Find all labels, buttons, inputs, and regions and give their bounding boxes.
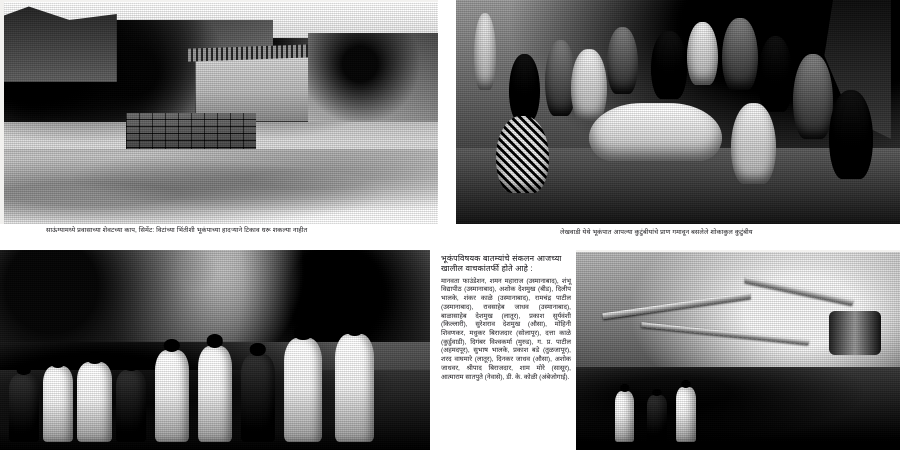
head [250,343,267,355]
text-column-body: मानवता फाउंडेशन, शमन महाराज (उस्मानाबाद), शंभू विद्यापीठ (उस्मानाबाद), अशोक देशमुख (बीड), दिलीप भालके, शंकर काळे (उस्मानाबाद), रामचंद्र पाटील (उस्मानाबाद), रावसाहेब जाधव (उस्मानाबाद), बाळासाहेब देशमुख (लातूर), प्रकाश सुर्यवंशी (किल्लारी), सुरेशराव देशमुख (औसा), मोहिनी शिवणकर, मधुकर बिराजदार (सोलापूर), दत्ता काळे (कुर्डुवाडी), दिगंबर विश्वकर्मा (मुरुड), ग. प्र. पाटील (अहमदपूर), सुभाष भालके, प्रकाश बडे (तुळजापूर), शरद वाघमारे (लातूर), दिनकर जाधव (औसा), अशोक जाधवर, श्रीपाद बिराजदार, शाम मोरे (सासूर), आत्माराम सातपुते (नेवासे), डी. के. कोळी (अंबेजोगाई). [441,277,571,381]
broken-beam [641,322,809,345]
head [620,384,629,391]
photo-top-left-collapsed-houses [4,2,438,224]
seated-figure [793,54,833,139]
seated-figure [722,18,758,90]
worker-figure [335,334,374,442]
worker-figure [9,374,39,442]
person-figure [676,387,695,442]
shrouded-body [589,103,722,161]
debris-mound [0,250,430,342]
worker-figure [198,346,232,442]
standing-figure [474,13,496,89]
broken-beam [745,276,854,305]
worker-figure [43,366,73,442]
person-figure [615,391,634,442]
seated-figure [651,31,687,98]
head [16,366,30,376]
seated-figure [607,27,638,94]
worker-figure [155,350,189,442]
rubble-right [308,33,438,122]
seated-figure [829,90,873,180]
debris-drum [829,311,881,355]
photo-bottom-left-rescue-workers [0,250,430,450]
head [124,361,138,371]
caption-top-right: लेखवाडी येथे भूकंपात आपल्या कुटुंबीयांचे प्राण गमावून बसलेले शोकाकुल कुटुंबीय [560,229,753,236]
head [207,334,224,347]
broken-wall-left [4,6,117,81]
head [51,357,65,368]
seated-figure [509,54,540,121]
seated-woman-patterned-sari [496,116,549,192]
column-gutter-top [438,0,456,224]
head [345,321,364,336]
worker-figure [241,354,275,442]
worker-figure [77,362,111,442]
seated-figure [571,49,607,121]
head [164,339,181,352]
broken-beam [602,293,750,320]
head [652,389,661,396]
head [681,380,690,388]
seated-woman [731,103,775,184]
ground-foreground [4,149,438,224]
head [86,352,103,363]
worker-figure [284,338,323,442]
seated-figure [687,22,718,85]
head [294,326,313,341]
caption-top-left: साऊंग्यामध्ये प्रवासाच्या शेवटच्या काप, सिमेंट: विटांच्या भिंतीशी भूकंपाच्या हादऱ्याने टिकाव धरू शकल्या नाहीत [46,227,308,234]
news-text-column [436,250,576,450]
text-column-headline: भूकंपविषयक बातम्यांचे संकलन आजच्या खालील वाचकांतर्फी होते आहे : [441,254,562,274]
seated-figure [758,36,794,112]
person-figure [647,395,666,443]
worker-figure [116,370,146,442]
photo-bottom-right-collapsed-house [576,252,900,450]
photo-top-right-mourning-families [456,0,900,224]
